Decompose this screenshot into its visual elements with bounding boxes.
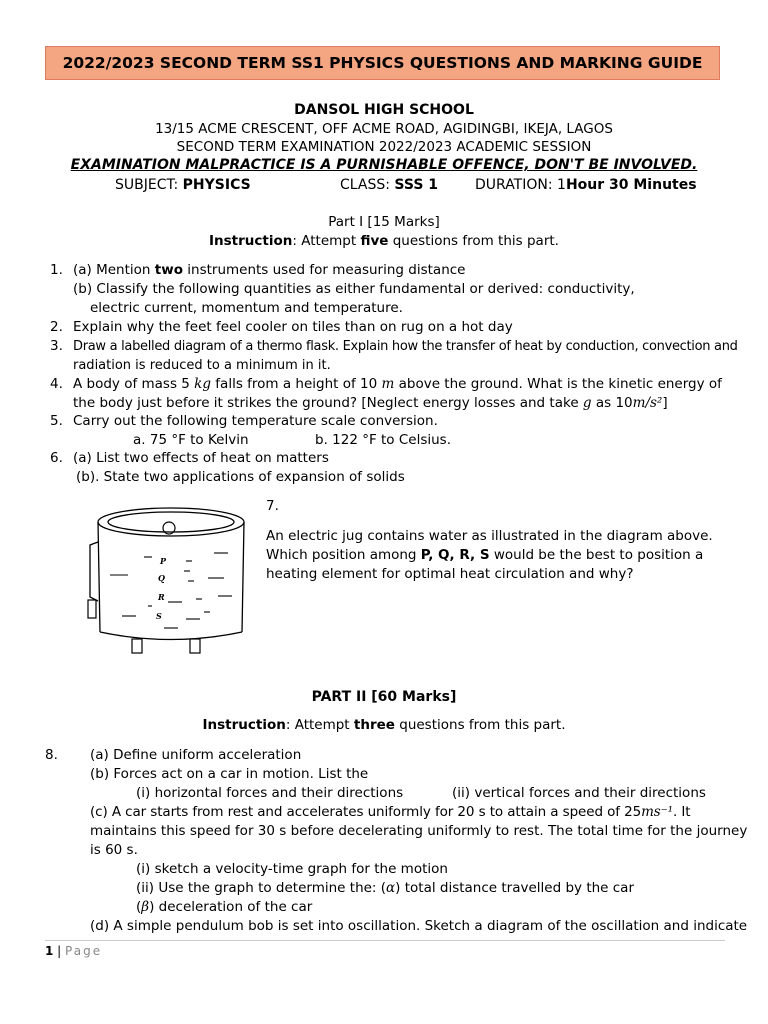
q7-number: 7. [266, 498, 279, 514]
q4-line1: A body of mass 5 kg falls from a height of 10 m above the ground. What is the kinetic energy of [73, 376, 722, 392]
school-name: DANSOL HIGH SCHOOL [294, 102, 474, 118]
q2-text: Explain why the feet feel cooler on tiles than on rug on a hot day [73, 319, 513, 335]
q3-line2: radiation is reduced to a minimum in it. [73, 358, 331, 373]
q8-a: (a) Define uniform acceleration [90, 747, 302, 763]
q8-b: (b) Forces act on a car in motion. List the [90, 766, 369, 782]
title-banner: 2022/2023 SECOND TERM SS1 PHYSICS QUESTIONS AND MARKING GUIDE [45, 46, 720, 80]
q8-c-line3: is 60 s. [90, 842, 138, 858]
q5-b: b. 122 °F to Celsius. [315, 432, 452, 448]
part1-title: Part I [15 Marks] [328, 214, 440, 230]
part2-instruction: Instruction: Attempt three questions from this part. [202, 717, 566, 733]
malpractice-warning: EXAMINATION MALPRACTICE IS A PURNISHABLE OFFENCE, DON'T BE INVOLVED. [70, 157, 698, 173]
part2-title: PART II [60 Marks] [311, 689, 457, 705]
q2-number: 2. [50, 319, 63, 335]
q1-number: 1. [50, 262, 63, 278]
q8-number: 8. [45, 747, 58, 763]
part1-instruction: Instruction: Attempt five questions from this part. [209, 233, 559, 249]
q8-c-ii: (ii) Use the graph to determine the: (α) total distance travelled by the car [136, 880, 635, 896]
q5-text: Carry out the following temperature scale conversion. [73, 413, 438, 429]
exam-session: SECOND TERM EXAMINATION 2022/2023 ACADEMIC SESSION [176, 139, 592, 155]
q6-b: (b). State two applications of expansion of solids [76, 469, 405, 485]
q6-number: 6. [50, 450, 63, 466]
school-address: 13/15 ACME CRESCENT, OFF ACME ROAD, AGIDINGBI, IKEJA, LAGOS [155, 121, 613, 137]
jug-label-r: R [158, 592, 165, 602]
q7-line3: heating element for optimal heat circulation and why? [266, 566, 634, 582]
q4-number: 4. [50, 376, 63, 392]
q8-b-ii: (ii) vertical forces and their directions [452, 785, 706, 801]
duration-line: DURATION: 1Hour 30 Minutes [475, 177, 697, 193]
electric-jug-diagram [86, 497, 256, 657]
q8-d: (d) A simple pendulum bob is set into oscillation. Sketch a diagram of the oscillation and indicate [90, 918, 748, 934]
q8-b-i: (i) horizontal forces and their directions [136, 785, 404, 801]
q1-a: (a) Mention two instruments used for measuring distance [73, 262, 466, 278]
q7-line1: An electric jug contains water as illustrated in the diagram above. [266, 528, 713, 544]
q4-line2: the body just before it strikes the ground? [Neglect energy losses and take g as 10m/s²] [73, 395, 668, 411]
q8-c-line2: maintains this speed for 30 s before decelerating uniformly to rest. The total time for the journey [90, 823, 748, 839]
q8-c-beta: (β) deceleration of the car [136, 899, 313, 915]
footer-divider [45, 940, 725, 941]
q8-c-i: (i) sketch a velocity-time graph for the motion [136, 861, 448, 877]
q1-b-line2: electric current, momentum and temperature. [90, 300, 403, 316]
q6-a: (a) List two effects of heat on matters [73, 450, 329, 466]
q3-number: 3. [50, 338, 63, 354]
class-line: CLASS: SSS 1 [340, 177, 439, 193]
page-footer: 1 | Page [45, 944, 103, 958]
q7-line2: Which position among P, Q, R, S would be the best to position a [266, 547, 704, 563]
q3-line1: Draw a labelled diagram of a thermo flask. Explain how the transfer of heat by conduction, convection and [73, 339, 738, 354]
subject-line: SUBJECT: PHYSICS [115, 177, 251, 193]
q1-b-line1: (b) Classify the following quantities as either fundamental or derived: conductivity, [73, 281, 635, 297]
q8-c-line1: (c) A car starts from rest and accelerates uniformly for 20 s to attain a speed of 25ms⁻¹. It [90, 804, 691, 820]
q5-number: 5. [50, 413, 63, 429]
jug-label-p: P [160, 556, 167, 566]
jug-label-s: S [156, 611, 162, 621]
q5-a: a. 75 °F to Kelvin [133, 432, 249, 448]
jug-label-q: Q [158, 573, 165, 583]
